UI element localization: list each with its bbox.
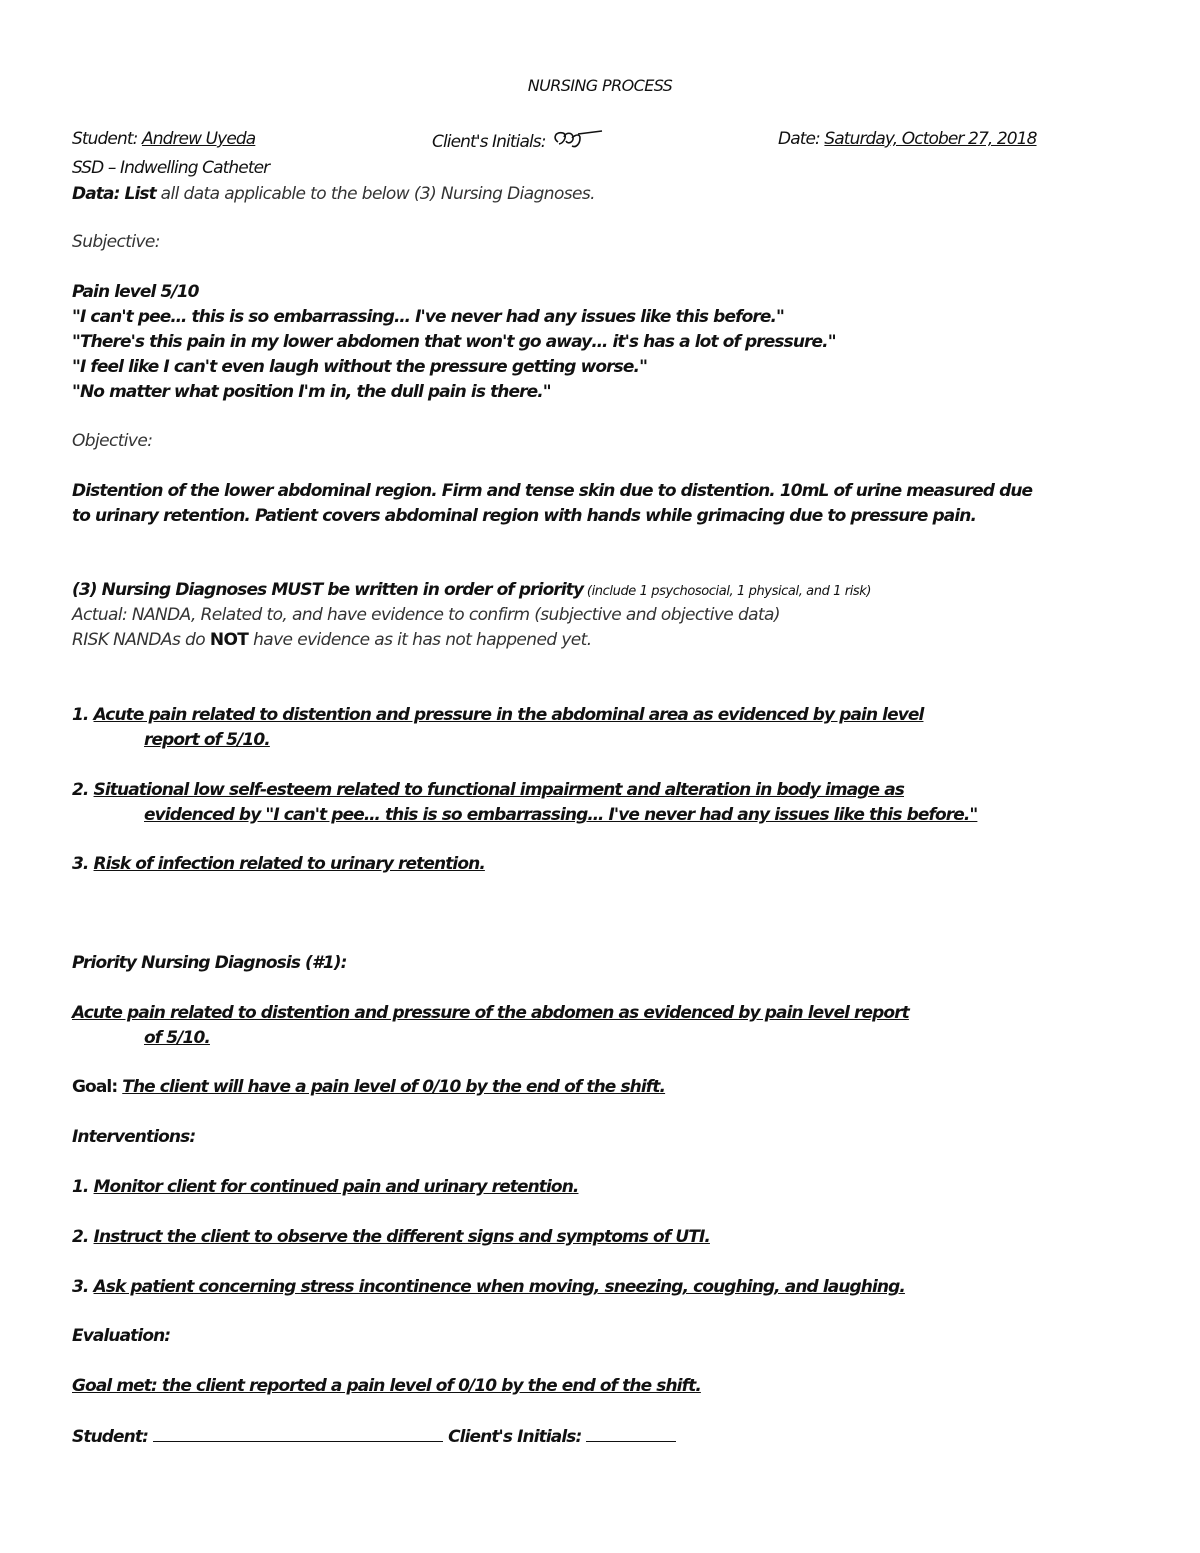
priority-diagnosis: Acute pain related to distention and pressure of the abdomen as evidenced by pain level report: [72, 1003, 909, 1023]
student-name: Andrew Uyeda: [141, 129, 256, 149]
intervention-text: Monitor client for continued pain and urinary retention.: [93, 1177, 579, 1197]
client-initials-field: [432, 128, 606, 156]
client-initials-label: Client's Initials:: [432, 132, 546, 152]
ssd-title: SSD – Indwelling Catheter: [72, 158, 270, 178]
risk-instruction: [72, 629, 592, 651]
objective-heading: Objective:: [72, 431, 153, 451]
intervention-text: Instruct the client to observe the different signs and symptoms of UTI.: [93, 1227, 710, 1247]
date-label: Date:: [778, 129, 820, 149]
diagnoses-instruction: [72, 579, 871, 603]
date-value: Saturday, October 27, 2018: [824, 129, 1037, 149]
page-title: NURSING PROCESS: [527, 76, 673, 95]
diagnosis-text-continued: report of 5/10.: [144, 730, 270, 750]
subjective-item: "I can't pee… this is so embarrassing… I've never had any issues like this before.": [72, 307, 784, 327]
intervention-number: 2.: [72, 1227, 89, 1247]
diagnosis-number: 2.: [72, 780, 89, 800]
risk-instruction-not: NOT: [209, 630, 249, 650]
student-signature-blank[interactable]: [153, 1425, 443, 1442]
footer-client-initials-label: Client's Initials:: [448, 1427, 582, 1447]
goal-label: Goal:: [72, 1077, 123, 1097]
subjective-item: "No matter what position I'm in, the dull pain is there.": [72, 382, 551, 402]
diagnosis-text: Acute pain related to distention and pressure in the abdominal area as evidenced by pain level: [93, 705, 924, 725]
actual-instruction: Actual: NANDA, Related to, and have evidence to confirm (subjective and objective data): [72, 605, 780, 625]
intervention-item-3: [72, 1276, 905, 1298]
data-label: Data:: [72, 184, 120, 204]
handwritten-initials-icon: [550, 128, 606, 156]
subjective-item: "There's this pain in my lower abdomen that won't go away… it's has a lot of pressure.": [72, 332, 836, 352]
student-label: Student:: [72, 129, 138, 149]
diagnosis-text: Risk of infection related to urinary retention.: [93, 854, 485, 874]
interventions-heading: Interventions:: [72, 1127, 196, 1147]
goal-line: [72, 1076, 665, 1098]
subjective-heading: Subjective:: [72, 232, 160, 252]
evaluation-text: Goal met: the client reported a pain level of 0/10 by the end of the shift.: [72, 1376, 701, 1396]
student-field: [72, 128, 255, 150]
date-field: [778, 128, 1037, 150]
intervention-number: 1.: [72, 1177, 89, 1197]
data-instruction-text: all data applicable to the below (3) Nursing Diagnoses.: [155, 184, 595, 204]
client-initials-blank[interactable]: [586, 1425, 676, 1442]
diagnoses-instruction-note: (include 1 psychosocial, 1 physical, and 1 risk): [583, 584, 872, 599]
intervention-number: 3.: [72, 1277, 89, 1297]
footer-signature: [72, 1425, 676, 1448]
diagnoses-instruction-main: (3) Nursing Diagnoses MUST be written in order of priority: [72, 580, 584, 600]
diagnosis-number: 3.: [72, 854, 89, 874]
subjective-item: "I feel like I can't even laugh without the pressure getting worse.": [72, 357, 648, 377]
intervention-item-2: [72, 1226, 710, 1248]
risk-instruction-suffix: have evidence as it has not happened yet.: [248, 630, 592, 650]
diagnosis-item-3: [72, 853, 485, 875]
diagnosis-item-2: [72, 779, 904, 801]
risk-instruction-prefix: RISK NANDAs do: [72, 630, 210, 650]
goal-text: The client will have a pain level of 0/10 by the end of the shift.: [122, 1077, 666, 1097]
priority-diagnosis-continued: of 5/10.: [144, 1028, 210, 1048]
objective-line: to urinary retention. Patient covers abdominal region with hands while grimacing due to pressure pain.: [72, 506, 977, 526]
diagnosis-item-1: [72, 704, 923, 726]
evaluation-heading: Evaluation:: [72, 1326, 171, 1346]
diagnosis-text-continued: evidenced by "I can't pee… this is so embarrassing… I've never had any issues like this before.": [144, 805, 978, 825]
diagnosis-text: Situational low self-esteem related to functional impairment and alteration in body image as: [93, 780, 904, 800]
diagnosis-number: 1.: [72, 705, 89, 725]
subjective-item: Pain level 5/10: [72, 282, 199, 302]
list-label: List: [124, 184, 156, 204]
priority-heading: Priority Nursing Diagnosis (#1):: [72, 953, 347, 973]
data-instruction: [72, 183, 595, 205]
intervention-text: Ask patient concerning stress incontinence when moving, sneezing, coughing, and laughing.: [93, 1277, 905, 1297]
objective-line: Distention of the lower abdominal region. Firm and tense skin due to distention. 10mL of urine measured due: [72, 481, 1033, 501]
intervention-item-1: [72, 1176, 578, 1198]
footer-student-label: Student:: [72, 1427, 148, 1447]
